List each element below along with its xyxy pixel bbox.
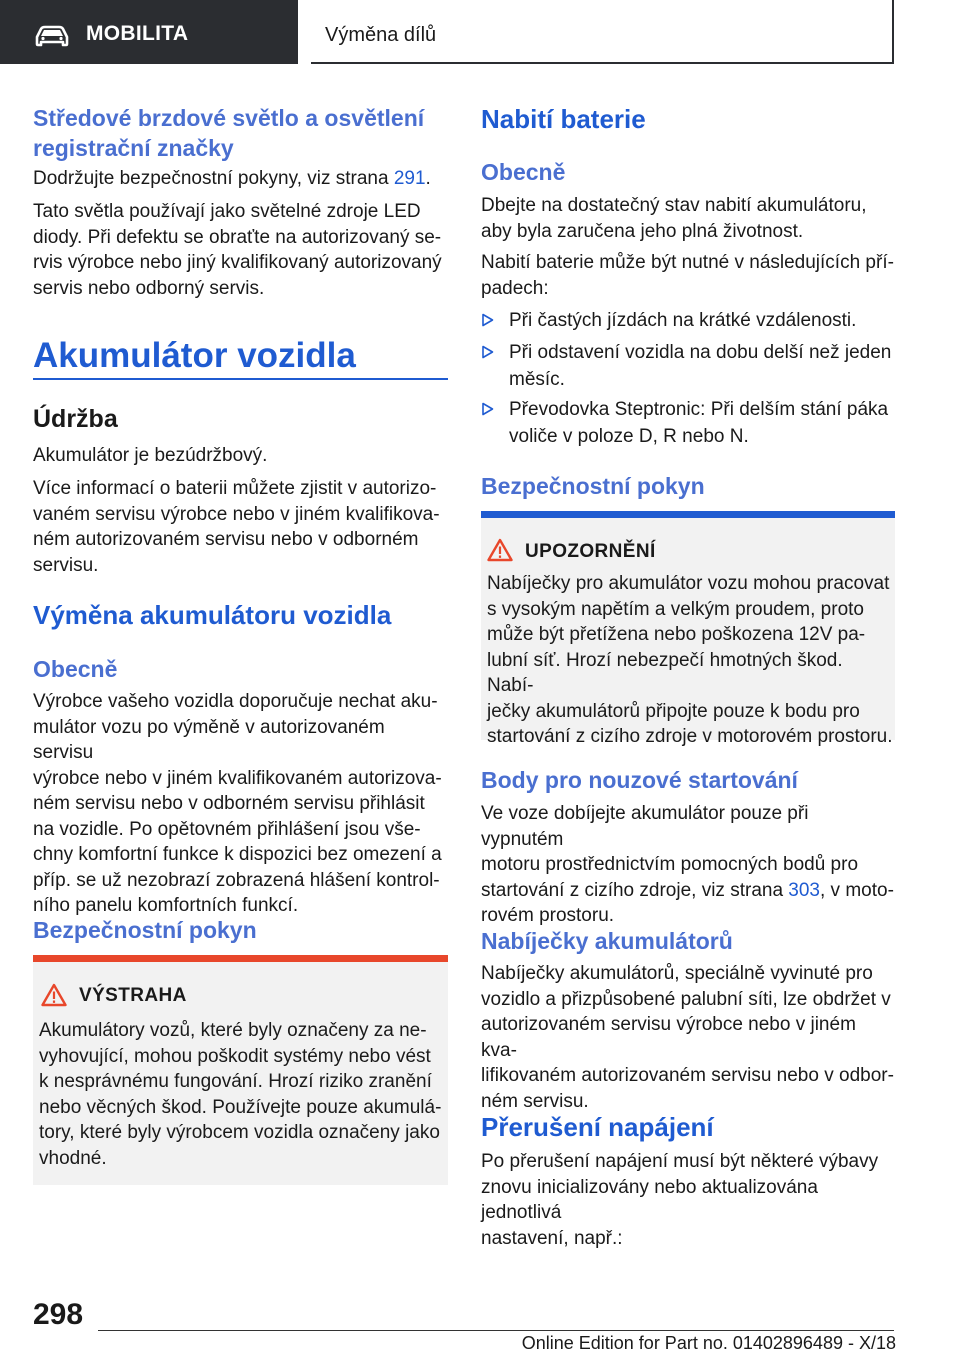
general-text-left: Výrobce vašeho vozidla doporučuje nechat aku‐ mulátor vozu po výměně v autorizovaném servisu výrobce nebo v jiném kvalifikovaném autorizova‐ ném servisu nebo v odborném servisu přihlásit na vozidle. Po opětovném přihlášení jsou vše‐ chny komfortní funkce k dispozici bez omezení a příp. se už nezobrazí zobrazená hlášení kontrol‐ ního panelu komfortních funkcí. bbox=[33, 691, 442, 916]
jump-start-heading: Body pro nouzové startování bbox=[481, 767, 798, 793]
page-number: 298 bbox=[33, 1298, 84, 1331]
warning-text: Akumulátory vozů, které byly označeny za ne‐ vyhovující, mohou poškodit systémy nebo vést k nesprávnému fungování. Hrozí riziko zranění nebo věcných škod. Používejte pouze akumulá‐ tory, které byly výrobcem vozidla označeny jako vhodné. bbox=[39, 1020, 442, 1169]
footer-rule bbox=[98, 1330, 894, 1331]
general-p2-right: Nabití baterie může být nutné v následujících pří‐ padech: bbox=[481, 252, 894, 299]
heading-rule bbox=[33, 378, 448, 380]
warning-triangle-icon bbox=[41, 983, 67, 1007]
page-link-291[interactable]: 291 bbox=[393, 168, 426, 189]
warning-bar bbox=[33, 955, 448, 962]
section-label: MOBILITA bbox=[86, 22, 189, 45]
replace-heading: Výměna akumulátoru vozidla bbox=[33, 600, 392, 630]
power-text: Po přerušení napájení musí být některé výbavy znovu inicializovány nebo aktualizována jednotlivá nastavení, např.: bbox=[481, 1151, 879, 1249]
caution-box bbox=[481, 511, 895, 747]
triangle-right-icon bbox=[481, 345, 494, 359]
triangle-right-icon bbox=[481, 402, 494, 416]
warning-title: VÝSTRAHA bbox=[79, 985, 187, 1006]
maintenance-p1: Akumulátor je bezúdržbový. bbox=[33, 445, 268, 466]
page-link-303[interactable]: 303 bbox=[788, 879, 820, 901]
general-heading-left: Obecně bbox=[33, 656, 118, 682]
safety-heading-left: Bezpečnostní pokyn bbox=[33, 917, 257, 943]
triangle-right-icon bbox=[481, 313, 494, 327]
maintenance-heading: Údržba bbox=[33, 405, 118, 433]
section-tab[interactable] bbox=[0, 0, 298, 64]
chapter-header bbox=[311, 0, 894, 64]
safety-heading-right: Bezpečnostní pokyn bbox=[481, 473, 705, 499]
warning-triangle-icon bbox=[487, 538, 513, 562]
chapter-label: Výměna dílů bbox=[325, 24, 437, 46]
brake-light-p1: Dodržujte bezpečnostní pokyny, viz strana 291. bbox=[33, 168, 431, 189]
general-heading-right: Obecně bbox=[481, 159, 566, 185]
general-p1-right: Dbejte na dostatečný stav nabití akumulátoru, aby byla zaručena jeho plná životnost. bbox=[481, 195, 867, 242]
battery-heading: Akumulátor vozidla bbox=[33, 336, 356, 375]
car-icon bbox=[34, 25, 70, 47]
brake-light-p2: Tato světla používají jako světelné zdroje LED diody. Při defektu se obraťte na autorizovaný se‐ rvis výrobce nebo jiný kvalifikovaný autorizovaný servis nebo odborný servis. bbox=[33, 201, 442, 299]
caution-text: Nabíječky pro akumulátor vozu mohou pracovat s vysokým napětím a velkým proudem, proto může být přetížena nebo poškozena 12V pa‐ lubní síť. Hrozí nebezpečí hmotných škod. Nabí‐ ječky akumulátorů připojte pouze k bodu pro startování z cizího zdroje v motorovém prostoru. bbox=[487, 573, 893, 747]
jump-start-text: Ve voze dobíjejte akumulátor pouze při vypnutém motoru prostřednictvím pomocných bodů pro startování z cizího zdroje, viz strana 303, v moto‐ rovém prostoru. bbox=[481, 803, 894, 926]
caution-bar bbox=[481, 511, 895, 518]
charge-heading: Nabití baterie bbox=[481, 104, 646, 134]
caution-title: UPOZORNĚNÍ bbox=[525, 541, 656, 562]
chargers-heading: Nabíječky akumulátorů bbox=[481, 928, 733, 954]
maintenance-p2: Více informací o baterii můžete zjistit v autorizo‐ vaném servisu výrobce nebo v jiném kvalifikova‐ ném autorizovaném servisu nebo v odborném servisu. bbox=[33, 478, 440, 576]
brake-light-heading: Středové brzdové světlo a osvětlení registrační značky bbox=[33, 105, 425, 161]
warning-box bbox=[33, 955, 448, 1185]
power-heading: Přerušení napájení bbox=[481, 1112, 714, 1142]
chargers-text: Nabíječky akumulátorů, speciálně vyvinuté pro vozidlo a přizpůsobené palubní síti, lze obdržet v autorizovaném servisu výrobce nebo v jiném kva‐ lifikovaném autorizovaném servisu nebo v odbor‐ ném servisu. bbox=[481, 963, 894, 1112]
footer-edition: Online Edition for Part no. 01402896489 - X/18 bbox=[521, 1333, 896, 1353]
